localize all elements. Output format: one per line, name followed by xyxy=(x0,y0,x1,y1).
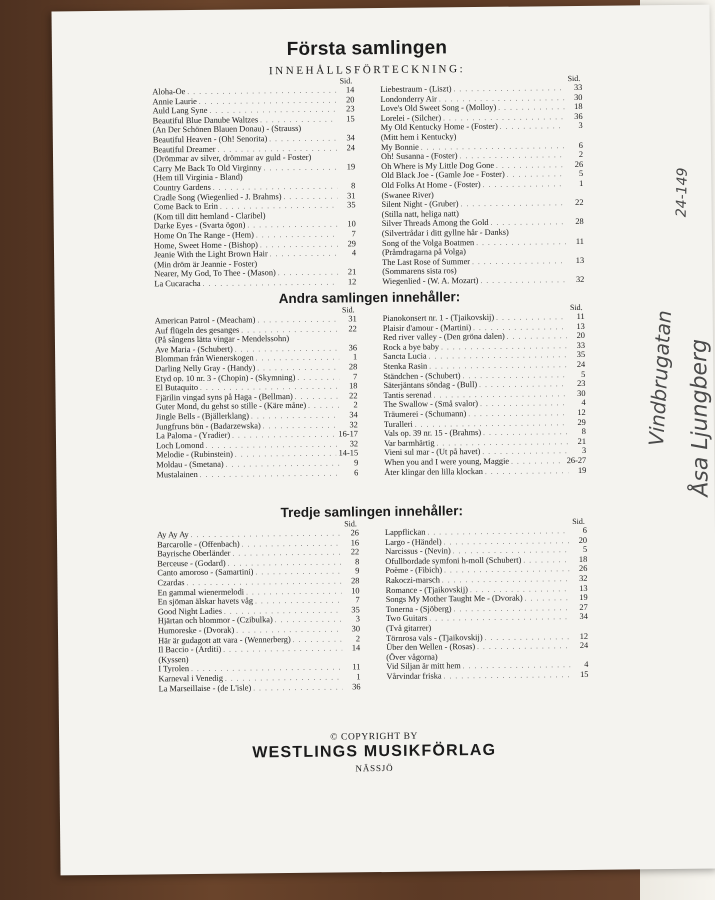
page-number: 26 xyxy=(574,159,584,169)
page-number: 24 xyxy=(579,641,589,651)
song-title: (Kom till ditt hemland - Claribel) xyxy=(153,210,266,222)
page-number: 19 xyxy=(577,465,587,475)
song-title: Guter Mond, du gehst so stille - (Käre måne) xyxy=(155,401,307,412)
song-list xyxy=(157,528,361,693)
song-title: Beautiful Heaven - (Oh! Senorita) xyxy=(152,134,268,145)
page-number: 34 xyxy=(346,133,355,143)
handwritten-street: Vindbrugatan xyxy=(644,309,677,447)
song-title: Auld Lang Syne xyxy=(152,106,208,116)
song-title: (Hem till Virginia - Bland) xyxy=(153,172,243,183)
song-title: Silver Threads Among the Gold xyxy=(381,218,489,229)
page-number: 34 xyxy=(349,410,358,420)
song-title: Oh! Susanna - (Foster) xyxy=(380,151,458,162)
publisher-name: WESTLINGS MUSIKFÖRLAG xyxy=(252,741,497,762)
index-content xyxy=(152,32,589,774)
song-title: Beautiful Blue Danube Waltzes xyxy=(152,115,259,126)
song-title: Plaisir d'amour - (Martini) xyxy=(382,322,472,333)
song-title: Bayrische Oberländer xyxy=(157,548,231,559)
song-title: Darling Nelly Gray - (Handy) xyxy=(155,363,256,374)
dot-leader xyxy=(458,138,564,139)
page-number: 26 xyxy=(350,528,360,538)
page-number: 24 xyxy=(576,359,586,369)
song-title: (Min dröm är Jeannie - Foster) xyxy=(154,259,258,270)
page-number: 4 xyxy=(584,660,589,670)
second-collection-columns xyxy=(155,303,587,480)
song-title: Träumerei - (Schumann) xyxy=(383,409,467,419)
song-title: Rakoczi-marsch xyxy=(385,575,440,585)
page-number: 19 xyxy=(346,162,356,172)
song-title: Narcissus - (Nevin) xyxy=(385,546,451,557)
page-number: 14 xyxy=(351,643,361,653)
third-collection-section xyxy=(157,502,589,694)
page-number: 22 xyxy=(350,547,360,557)
song-title: Jingle Bells - (Bjällerklang) xyxy=(155,411,250,422)
page-number: 32 xyxy=(575,274,585,284)
page-number: 5 xyxy=(578,169,584,179)
song-title: Hjärtan och blommor - (Czibulka) xyxy=(157,615,273,626)
page-number: 14 xyxy=(345,85,355,95)
song-title: Country Gardens xyxy=(153,182,211,193)
dot-leader xyxy=(444,671,571,682)
page-number-header: Sid. xyxy=(341,305,355,315)
page-number: 20 xyxy=(578,535,588,545)
page-number: 26-27 xyxy=(566,455,587,466)
page-number-header: Sid. xyxy=(567,73,581,84)
page-number: 30 xyxy=(351,624,361,634)
song-title: Nearer, My God, To Thee - (Mason) xyxy=(154,268,276,279)
dot-leader xyxy=(283,192,337,202)
song-title: The Swallow - (Små svalor) xyxy=(383,399,479,410)
song-title: Säterjäntans söndag - (Bull) xyxy=(383,380,478,391)
second-left-column xyxy=(155,305,359,479)
page-number: 30 xyxy=(573,92,583,102)
song-title: Song of the Volga Boatmen xyxy=(381,237,475,248)
song-title: La Marseillaise - (de L'isle) xyxy=(158,682,252,693)
first-collection-title: Första samlingen xyxy=(286,37,448,61)
page-number-header: Sid. xyxy=(344,519,357,529)
page-number: 20 xyxy=(576,331,585,341)
song-title: Auf flügeln des gesanges xyxy=(154,325,240,335)
dot-leader xyxy=(461,215,566,216)
dot-leader xyxy=(245,179,338,180)
page-number: 11 xyxy=(576,311,585,321)
song-list xyxy=(385,526,589,682)
song-title: Aloha-Oe xyxy=(152,87,186,97)
page-number: 7 xyxy=(353,371,358,381)
song-title: Fjärilin vingad syns på Haga - (Bellman) xyxy=(155,391,293,403)
song-title: Törnrosa vals - (Tjaikovskij) xyxy=(386,632,483,643)
song-title: Il Baccio - (Arditi) xyxy=(158,644,222,655)
page-number-header: Sid. xyxy=(572,516,585,527)
song-title: (Sommarens sista ros) xyxy=(382,266,457,277)
dot-leader xyxy=(200,469,341,480)
page-number: 31 xyxy=(347,190,356,200)
page-number-header: Sid. xyxy=(569,302,583,313)
page-number: 5 xyxy=(581,369,586,379)
page-number: 28 xyxy=(351,576,360,586)
dot-leader xyxy=(511,457,565,467)
page-number: 13 xyxy=(575,255,585,265)
song-title: (Mitt hem i Kentucky) xyxy=(380,132,457,142)
publisher-footer xyxy=(159,730,589,776)
song-title: (Swanee River) xyxy=(381,190,434,200)
page-number: 16-17 xyxy=(338,429,358,439)
song-title: (Kyssen) xyxy=(158,654,189,665)
song-title: Home On The Range - (Hem) xyxy=(153,230,254,241)
song-title: (Över vågorna) xyxy=(386,652,438,662)
page-number: 10 xyxy=(351,585,360,595)
second-right-column xyxy=(383,303,587,477)
page-number: 22 xyxy=(348,323,357,333)
dot-leader xyxy=(507,332,567,342)
sheet-music-index-page xyxy=(51,5,715,876)
page-number: 28 xyxy=(575,217,584,227)
dot-leader xyxy=(297,373,339,383)
page-number: 32 xyxy=(349,439,359,449)
song-list xyxy=(380,83,584,287)
page-number: 35 xyxy=(576,350,586,360)
song-title: (Stilla natt, heliga natt) xyxy=(381,208,459,219)
song-title: Tonerna - (Sjöberg) xyxy=(385,604,452,614)
song-title: Darke Eyes - (Svarta ögon) xyxy=(153,220,246,231)
song-title: Moldau - (Smetana) xyxy=(156,459,224,470)
second-collection-section xyxy=(154,288,586,480)
page-number: 20 xyxy=(346,94,355,104)
page-number: 22 xyxy=(575,198,584,208)
page-number: 15 xyxy=(580,669,589,679)
page-number: 35 xyxy=(347,200,356,210)
page-number: 12 xyxy=(347,277,357,287)
third-collection-title: Tredje samlingen innehåller: xyxy=(280,503,463,521)
song-title: En gammal wienermelodi xyxy=(157,587,245,597)
song-title: Ständchen - (Schubert) xyxy=(383,370,461,381)
page-number: 8 xyxy=(581,427,586,437)
dot-leader xyxy=(291,341,339,342)
page-number: 12 xyxy=(577,407,586,417)
song-title: Lorelei - (Silcher) xyxy=(380,113,442,123)
second-collection-title: Andra samlingen innehåller: xyxy=(278,289,461,307)
page-number: 8 xyxy=(355,557,360,567)
page-number: 4 xyxy=(581,398,586,408)
song-title: Vid Siljan är mitt hem xyxy=(386,661,461,672)
song-title: Silent Night - (Gruber) xyxy=(381,199,459,210)
page-number: 32 xyxy=(579,573,588,583)
song-title: (Silvertrådar i ditt gyllne hår - Danks) xyxy=(381,227,509,238)
publisher-city: NÄSSJÖ xyxy=(355,762,394,774)
page-number: 23 xyxy=(346,104,355,114)
song-title: Berceuse - (Godard) xyxy=(157,558,226,569)
song-title: Old Folks At Home - (Foster) xyxy=(381,179,481,190)
song-title: When you and I were young, Maggie xyxy=(384,456,510,467)
song-title: Wiegenlied - (W. A. Mozart) xyxy=(382,275,479,286)
song-title: American Patrol - (Meacham) xyxy=(154,315,256,326)
page-number: 3 xyxy=(581,446,587,456)
page-number: 15 xyxy=(346,114,355,124)
song-title: Ay Ay Ay xyxy=(156,530,189,540)
dot-leader xyxy=(308,402,340,412)
page-number: 23 xyxy=(576,379,586,389)
song-title: My Bonnie xyxy=(380,142,419,152)
handwritten-name: Åsa Ljungberg xyxy=(686,338,714,497)
song-title: Romance - (Tjaikovskij) xyxy=(385,584,468,595)
dot-leader xyxy=(480,276,566,286)
dot-leader xyxy=(440,658,571,659)
page-number: 11 xyxy=(575,236,584,246)
dot-leader xyxy=(293,635,342,645)
dot-leader xyxy=(468,253,566,254)
song-title: Melodie - (Rubinstein) xyxy=(156,449,233,460)
song-title: Blomman från Wienerskogen xyxy=(155,353,254,364)
song-title: Come Back to Erin xyxy=(153,201,219,212)
song-title: Karneval i Venedig xyxy=(158,673,224,684)
song-title: Var barmhärtig xyxy=(383,438,435,448)
song-title: Humoreske - (Dvorak) xyxy=(157,625,235,636)
page-number: 6 xyxy=(354,467,359,477)
first-left-column xyxy=(152,76,356,289)
song-title: Etyd op. 10 nr. 3 - (Chopin) - (Skymning) xyxy=(155,372,296,383)
song-title: Czardas xyxy=(157,578,185,588)
song-title: Loch Lomond xyxy=(155,440,204,451)
song-title: Turalleri xyxy=(383,419,413,429)
page-number: 4 xyxy=(351,248,357,258)
page-number: 2 xyxy=(578,150,584,160)
page-number: 24 xyxy=(346,142,355,152)
page-number: 26 xyxy=(578,564,588,574)
dot-leader xyxy=(191,660,343,662)
song-title: Stenka Rasin xyxy=(383,361,428,371)
song-title: Rock a bye baby xyxy=(382,342,440,352)
first-right-column xyxy=(380,74,584,287)
song-title: Jeanie With the Light Brown Hair xyxy=(154,249,268,260)
first-collection-section xyxy=(152,32,585,289)
song-entry xyxy=(159,682,361,694)
song-title: (På sångens lätta vingar - Mendelssohn) xyxy=(154,334,290,345)
song-title: I Tyrolen xyxy=(158,664,190,674)
song-title: Jungfruns bön - (Badarzewska) xyxy=(155,420,261,431)
page-number: 9 xyxy=(355,566,360,576)
song-title: My Old Kentucky Home - (Foster) xyxy=(380,122,498,133)
song-title: Love's Old Sweet Song - (Molloy) xyxy=(380,103,497,114)
song-title: Annie Laurie xyxy=(152,96,197,107)
page-number: 2 xyxy=(353,400,358,410)
song-title: Ofullbordade symfoni h-moll (Schubert) xyxy=(385,555,522,566)
page-number: 30 xyxy=(577,388,586,398)
page-number: 32 xyxy=(349,419,358,429)
page-number: 12 xyxy=(579,631,589,641)
page-number: 18 xyxy=(578,554,588,564)
dot-leader xyxy=(525,594,570,604)
page-number: 8 xyxy=(351,181,356,191)
song-entry xyxy=(154,277,356,289)
dot-leader xyxy=(436,196,566,197)
page-number: 31 xyxy=(348,314,357,324)
page-number: 28 xyxy=(348,362,358,372)
page-number: 7 xyxy=(351,229,356,239)
song-title: Old Black Joe - (Gamle Joe - Foster) xyxy=(381,170,505,181)
song-title: Lappflickan xyxy=(384,527,426,538)
copyright-line: © COPYRIGHT BY xyxy=(330,731,419,743)
third-right-column xyxy=(385,517,589,691)
song-title: Tantis serenad xyxy=(383,390,432,400)
song-title: Liebestraum - (Liszt) xyxy=(380,84,452,95)
song-title: Barcarolle - (Offenbach) xyxy=(157,539,240,549)
song-list xyxy=(155,314,359,479)
song-list xyxy=(152,85,356,289)
page-number: 33 xyxy=(576,340,586,350)
page-number: 1 xyxy=(352,352,358,362)
dot-leader xyxy=(259,265,338,266)
page-number: 3 xyxy=(355,614,360,624)
page-number: 18 xyxy=(574,102,583,112)
song-title: (Drömmar av silver, drömmar av guld - Foster) xyxy=(152,152,312,164)
song-title: El Butaquito xyxy=(155,383,199,393)
page-number: 36 xyxy=(348,343,358,353)
song-title: (An Der Schönen Blauen Donau) - (Strauss) xyxy=(152,124,302,135)
page-number: 13 xyxy=(576,321,585,331)
song-title: Vals op. 39 nr. 15 - (Brahms) xyxy=(383,428,482,439)
song-title: Vårvindar friska xyxy=(386,671,442,681)
song-title: (Pråmdragarna på Volga) xyxy=(381,247,466,258)
song-entry xyxy=(382,275,584,287)
page-number: 22 xyxy=(349,391,358,401)
page-number: 10 xyxy=(347,219,356,229)
page-number: 21 xyxy=(347,267,357,277)
contents-subtitle: INNEHÅLLSFÖRTECKNING: xyxy=(268,63,466,78)
page-number-header: Sid. xyxy=(339,76,353,86)
page-number: 3 xyxy=(578,121,583,131)
page-number: 9 xyxy=(354,458,359,468)
song-title: Good Night Ladies xyxy=(157,606,223,617)
song-title: Über den Wellen - (Rosas) xyxy=(386,642,476,653)
page-number: 36 xyxy=(352,681,361,691)
page-number: 33 xyxy=(573,82,583,93)
song-title: Red river valley - (Den gröna dalen) xyxy=(382,331,505,343)
dot-leader xyxy=(485,467,568,477)
dot-leader xyxy=(459,272,567,273)
song-title: La Paloma - (Yradier) xyxy=(155,430,231,441)
dot-leader xyxy=(203,278,339,289)
song-title: Two Guitars xyxy=(385,613,428,624)
page-number: 35 xyxy=(351,605,360,615)
song-title: En sjöman älskar havets våg xyxy=(157,596,254,607)
song-title: Londonderry Air xyxy=(380,94,438,104)
song-title: Canto amoroso - (Samartini) xyxy=(157,567,254,578)
page-number: 6 xyxy=(578,140,583,150)
song-title: (Två gitarrer) xyxy=(385,623,432,633)
song-entry xyxy=(156,468,358,480)
page-number: 11 xyxy=(352,662,361,672)
page-number: 16 xyxy=(350,537,360,547)
page-number: 21 xyxy=(577,436,587,446)
song-title: Oh Where is My Little Dog Gone xyxy=(381,160,495,171)
song-title: Mustalainen xyxy=(156,469,198,479)
song-title: Här är gudagott att vara - (Wennerberg) xyxy=(158,634,291,645)
song-title: Ave Maria - (Schubert) xyxy=(154,344,233,355)
song-title: Home, Sweet Home - (Bishop) xyxy=(153,239,258,250)
page-number: 1 xyxy=(356,672,361,682)
page-number: 2 xyxy=(355,633,361,643)
song-title: Poème - (Fibich) xyxy=(385,565,443,576)
dot-leader xyxy=(507,170,566,180)
page-number: 1 xyxy=(579,178,584,188)
dot-leader xyxy=(523,556,569,566)
dot-leader xyxy=(253,683,342,694)
song-title: Largo - (Händel) xyxy=(385,537,442,547)
third-collection-columns xyxy=(157,517,589,694)
song-title: Cradle Song (Wiegenlied - J. Brahms) xyxy=(153,191,282,202)
song-title: Vieni sul mar - (Ut på havet) xyxy=(384,447,481,458)
song-list xyxy=(383,312,587,477)
song-title: Sancta Lucia xyxy=(383,351,427,362)
page-number: 14-15 xyxy=(338,448,359,458)
song-entry xyxy=(384,465,586,477)
page-number: 6 xyxy=(582,525,588,535)
song-title: La Cucaracha xyxy=(154,278,201,289)
dot-leader xyxy=(511,234,566,235)
handwritten-number: 24-149 xyxy=(673,167,691,218)
dot-leader xyxy=(433,629,570,630)
song-title: Åter klingar den lilla klockan xyxy=(384,466,483,477)
song-title: Beautiful Dreamer xyxy=(152,144,216,154)
page-number: 13 xyxy=(579,583,588,593)
page-number: 18 xyxy=(349,381,358,391)
page-number: 19 xyxy=(579,593,588,603)
page-number: 7 xyxy=(355,595,360,605)
page-number: 36 xyxy=(574,111,583,121)
page-number: 29 xyxy=(347,238,356,248)
dot-leader xyxy=(268,217,338,218)
page-number: 29 xyxy=(577,417,586,427)
page-number: 5 xyxy=(582,545,588,555)
song-title: Carry Me Back To Old Virginny xyxy=(153,163,262,174)
third-left-column xyxy=(157,519,361,693)
song-title: Pianokonsert nr. 1 - (Tjaikovskij) xyxy=(382,312,495,324)
page-number: 27 xyxy=(579,602,588,612)
song-title: Songs My Mother Taught Me - (Dvorak) xyxy=(385,593,523,605)
song-entry xyxy=(386,670,588,682)
song-title: The Last Rose of Summer xyxy=(382,256,471,267)
page-number: 34 xyxy=(579,612,588,622)
first-collection-columns xyxy=(152,74,584,289)
